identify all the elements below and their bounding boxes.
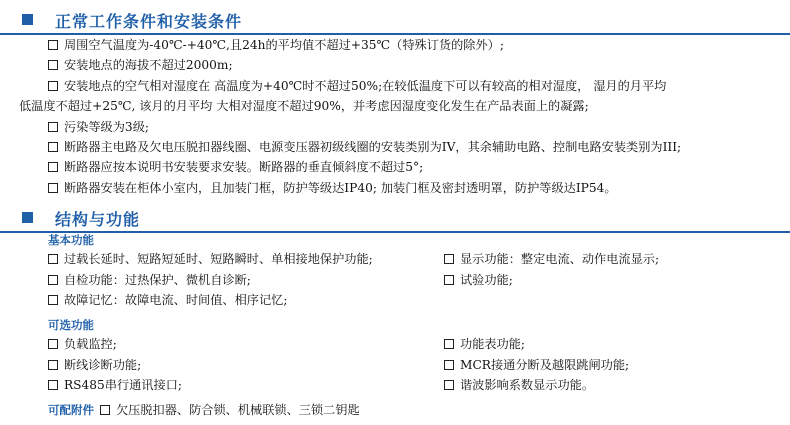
checkbox-icon [48, 60, 58, 70]
list-item: 安装地点的空气相对湿度在 高温度为+40℃时不超过50%;在较低温度下可以有较高的相对湿度， 湿月的月平均 [48, 78, 666, 94]
checkbox-icon [444, 254, 454, 264]
list-item: RS485串行通讯接口; [48, 377, 182, 393]
list-item: 安装地点的海拔不超过2000m; [48, 57, 233, 73]
section-header-structure-function [0, 203, 790, 235]
list-item: 过载长延时、短路短延时、短路瞬时、单相接地保护功能; [48, 251, 373, 267]
subheading-optional-functions: 可选功能 [48, 318, 94, 332]
checkbox-icon [444, 380, 454, 390]
checkbox-icon [48, 254, 58, 264]
list-item: 谐波影响系数显示功能。 [444, 377, 594, 393]
list-item: 断线诊断功能; [48, 357, 141, 373]
list-item: 显示功能：整定电流、动作电流显示; [444, 251, 659, 267]
list-item: 自检功能：过热保护、微机自诊断; [48, 272, 251, 288]
section-divider [0, 231, 790, 233]
checkbox-icon [444, 360, 454, 370]
checkbox-icon [48, 295, 58, 305]
subheading-accessories: 可配附件 [48, 403, 94, 417]
checkbox-icon [48, 360, 58, 370]
checkbox-icon [444, 275, 454, 285]
list-item: 故障记忆：故障电流、时间值、相序记忆; [48, 292, 287, 308]
section-marker-icon [22, 14, 33, 25]
list-item: 断路器主电路及欠电压脱扣器线圈、电源变压器初级线圈的安装类别为IV，其余辅助电路、控制电路安装类别为III; [48, 139, 681, 155]
accessories-row [48, 399, 360, 418]
checkbox-icon [100, 405, 110, 415]
checkbox-icon [48, 81, 58, 91]
section-header-operating-conditions [0, 5, 790, 37]
list-item: 断路器安装在柜体小室内，且加装门框，防护等级达IP40; 加装门框及密封透明罩，防护等级达IP54。 [48, 180, 617, 196]
checkbox-icon [444, 339, 454, 349]
checkbox-icon [48, 162, 58, 172]
list-item: 周围空气温度为-40℃-+40℃,且24h的平均值不超过+35℃（特殊订货的除外）; [48, 37, 504, 53]
checkbox-icon [48, 40, 58, 50]
list-item: 功能表功能; [444, 336, 525, 352]
list-item: 污染等级为3级; [48, 119, 149, 135]
accessories-text: 欠压脱扣器、防合锁、机械联锁、三锁二钥匙 [116, 403, 360, 417]
list-item: MCR接通分断及越限跳闸功能; [444, 357, 629, 373]
checkbox-icon [48, 142, 58, 152]
list-item-continuation: 低温度不超过+25℃, 该月的月平均 大相对湿度不超过90%，并考虑因湿度变化发生在产品表面上的凝露; [19, 99, 589, 113]
checkbox-icon [48, 122, 58, 132]
section-marker-icon [22, 212, 33, 223]
checkbox-icon [48, 275, 58, 285]
checkbox-icon [48, 339, 58, 349]
list-item: 试验功能; [444, 272, 513, 288]
list-item: 断路器应按本说明书安装要求安装。断路器的垂直倾斜度不超过5°; [48, 159, 423, 175]
section-title: 结构与功能 [55, 210, 141, 229]
checkbox-icon [48, 380, 58, 390]
list-item: 负载监控; [48, 336, 117, 352]
section-divider [0, 33, 790, 35]
checkbox-icon [48, 183, 58, 193]
subheading-basic-functions: 基本功能 [48, 233, 94, 247]
section-title: 正常工作条件和安装条件 [55, 12, 243, 31]
